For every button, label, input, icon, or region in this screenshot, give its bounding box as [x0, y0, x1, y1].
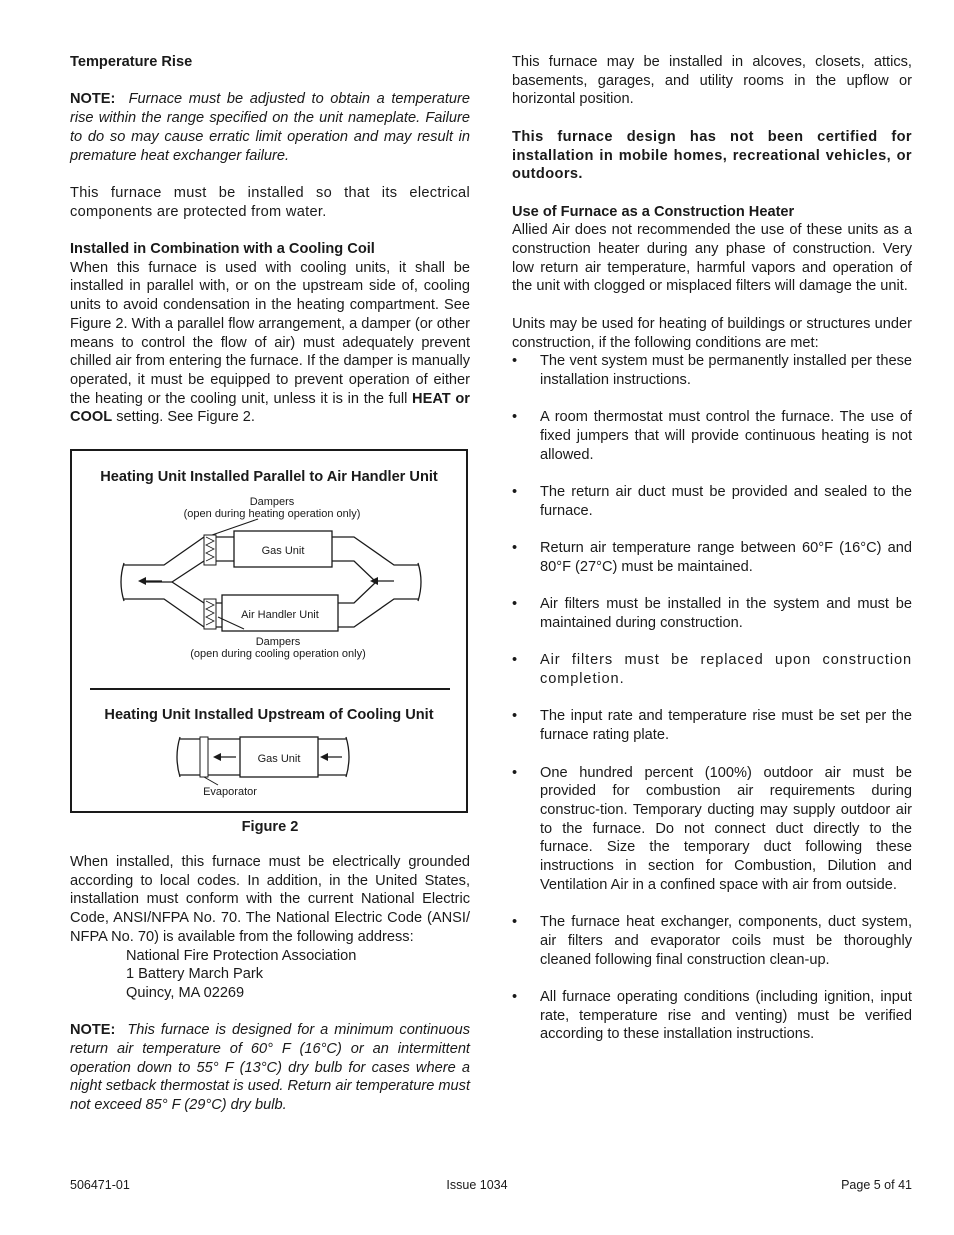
left-duct: [121, 537, 234, 627]
left-arrow-icon: [138, 577, 162, 585]
upstream-figure-title: Heating Unit Installed Upstream of Cooling Unit: [104, 707, 434, 723]
address-line-1: National Fire Protection Association: [126, 947, 357, 964]
heat-or-cool-text: HEAT or COOL: [70, 390, 470, 426]
temperature-note: [70, 90, 470, 165]
temperature-rise-heading: Temperature Rise: [70, 54, 193, 70]
gas-unit-upstream-label: Gas Unit: [257, 753, 301, 765]
list-item: • The vent system must be permanently installed per these installation instructions.: [512, 353, 912, 388]
list-item: • The furnace heat exchanger, components, duct system, air filters and evaporator coils must be thoroughly cleaned following final construction clean-up.: [512, 914, 912, 968]
cooling-text-2: setting. See Figure 2.: [112, 409, 255, 426]
air-handler-label: Air Handler Unit: [241, 609, 319, 621]
list-item: • Return air temperature range between 60°F (16°C) and 80°F (27°C) must be maintained.: [512, 540, 912, 575]
footer-doc-number: 506471-01: [70, 1178, 130, 1192]
electrical-paragraph: This furnace must be installed so that its electrical components are protected from water.: [70, 184, 470, 220]
construction-heater-heading: Use of Furnace as a Construction Heater: [512, 203, 795, 220]
figure-caption: Figure 2: [241, 819, 299, 835]
note-text-2: This furnace is designed for a minimum continuous return air temperature of 60° F (16°C) or an intermittent operation down to 55° F (13°C) dry bulb for cases where a night setback thermostat is used. Return air temperature must not exceed 85° F (29°C) dry bulb.: [70, 1022, 470, 1114]
dampers-bottom-note: (open during cooling operation only): [190, 648, 366, 660]
conditions-intro: Units may be used for heating of buildings or structures under construction, if the following conditions are met:: [512, 315, 912, 351]
note-text: Furnace must be adjusted to obtain a temperature rise within the range specified on the unit nameplate. Failure to do so may cause erratic limit operation and may result in premature heat exchanger failure.: [70, 91, 471, 164]
cooling-text-1: When this furnace is used with cooling units, it shall be installed in parallel with, or on the upstream side of, cooling units to avoid condensation in the heating compartment. See Figure 2. With a parallel flow arrangement, a damper (or other means to control the flow of air) must adequately prevent chilled air from entering the furnace. If the damper is manually operated, it must be equipped to prevent operation of either the heating or the cooling unit, unless it is in the full: [70, 259, 470, 407]
figure-2-box: [70, 449, 468, 813]
bottom-damper: [204, 599, 216, 629]
cooling-coil-heading: Installed in Combination with a Cooling Coil: [70, 240, 375, 257]
evaporator-label: Evaporator: [203, 786, 257, 798]
list-item: • A room thermostat must control the furnace. The use of fixed jumpers that will provide continuous heating is not allowed.: [512, 409, 912, 463]
top-damper: [204, 535, 216, 565]
gas-unit-label: Gas Unit: [261, 545, 305, 557]
dampers-bottom-label: Dampers: [255, 636, 301, 648]
left-column: [70, 53, 470, 427]
list-item: • Air filters must be replaced upon construction completion.: [512, 652, 912, 688]
note-label: NOTE:: [70, 91, 116, 108]
left-column-lower: [70, 853, 470, 1115]
footer-page-number: Page 5 of 41: [841, 1178, 912, 1192]
list-item: • All furnace operating conditions (including ignition, input rate, temperature rise and venting) must be verified according to these installation instructions.: [512, 988, 912, 1043]
list-item: • The input rate and temperature rise must be set per the furnace rating plate.: [512, 708, 912, 744]
list-item: • One hundred percent (100%) outdoor air must be provided for combustion air requirements during construc-tion. Temporary ducting may supply outdoor air to the furnace. Do not connect duct directly to the furnace. Size the temporary duct following these instructions in section for Combustion, Dilution and Ventilation Air in a confined space with air from outside.: [512, 764, 912, 893]
upstream-left-arrow-icon: [213, 753, 236, 761]
parallel-diagram: [72, 491, 465, 691]
parallel-figure-title: Heating Unit Installed Parallel to Air Handler Unit: [100, 469, 438, 485]
construction-heater-paragraph: Allied Air does not recommended the use of these units as a construction heater during any phase of construction. Very low return air temperature, harmful vapors and operation of the unit with clogged or misplaced filters will damage the unit.: [512, 222, 912, 295]
list-item: • Air filters must be installed in the system and must be maintained during construction.: [512, 596, 912, 631]
not-certified-paragraph: This furnace design has not been certified for installation in mobile homes, recreational vehicles, or outdoors.: [512, 128, 912, 183]
upstream-diagram: [72, 733, 465, 803]
right-column: [512, 53, 912, 1063]
grounding-paragraph: When installed, this furnace must be electrically grounded according to local codes. In addition, in the United States, installation must conform with the current National Electric Code, ANSI/NFPA No. 70. The National Electric Code (ANSI/ NFPA No. 70) is available from the following address:: [70, 854, 470, 945]
upstream-right-arrow-icon: [320, 753, 342, 761]
conditions-list: [512, 352, 912, 1044]
dampers-top-note: (open during heating operation only): [183, 508, 361, 520]
list-item: • The return air duct must be provided and sealed to the furnace.: [512, 484, 912, 519]
evaporator-coil: [200, 737, 208, 777]
cooling-coil-paragraph: [70, 259, 470, 427]
address-line-2: 1 Battery March Park: [126, 966, 264, 983]
footer-issue: Issue 1034: [446, 1178, 508, 1192]
return-air-note: [70, 1021, 470, 1115]
address-line-3: Quincy, MA 02269: [126, 984, 245, 1001]
dampers-top-label: Dampers: [249, 496, 295, 508]
installation-locations-paragraph: This furnace may be installed in alcoves, closets, attics, basements, garages, and utility rooms in the upflow or horizontal position.: [512, 54, 912, 108]
figure-divider: [90, 688, 450, 690]
note-label-2: NOTE:: [70, 1022, 116, 1039]
